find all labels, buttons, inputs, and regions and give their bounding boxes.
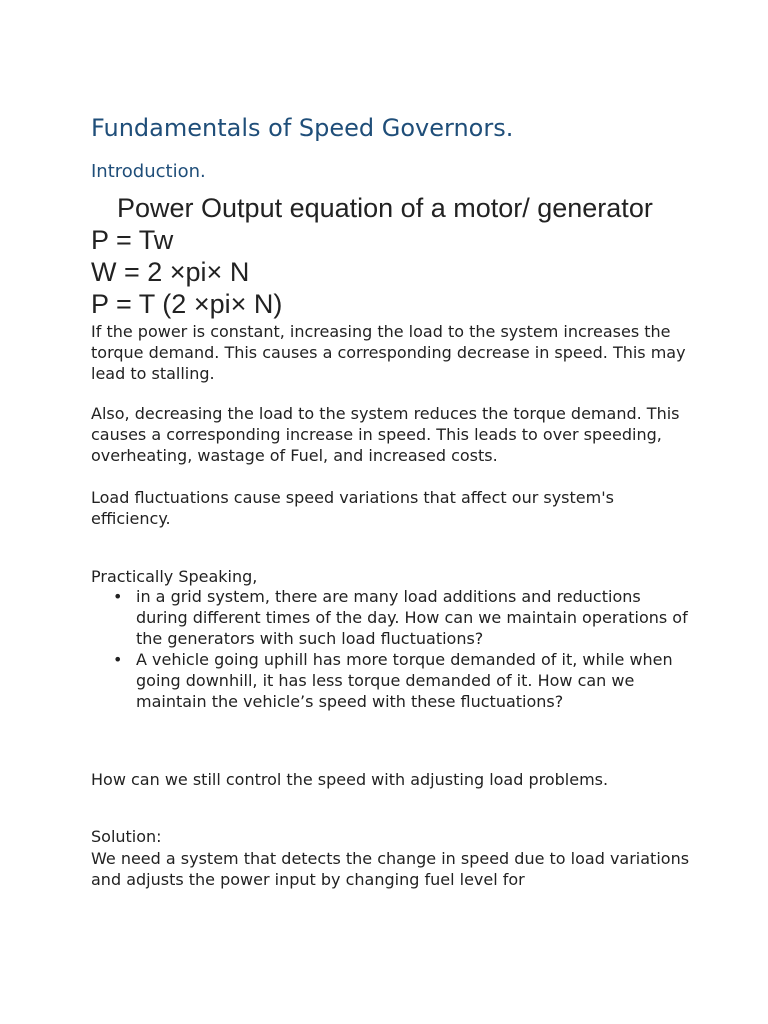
paragraph: If the power is constant, increasing the load to the system increases the torque demand. This causes a corresponding decrease in speed. This may lead to stalling. [91,322,686,383]
bullet-text: in a grid system, there are many load additions and reductions during different times of the day. How can we maintain operations of the generators with such load fluctuations? [136,587,688,648]
equation-line: P = T (2 ×pi× N) [91,289,283,319]
bullet-icon: • [113,650,123,669]
section-heading-introduction: Introduction. [91,161,206,182]
bullet-item [91,586,691,649]
solution-text: We need a system that detects the change in speed due to load variations and adjusts the power input by changing fuel level for [91,849,690,889]
document-title: Fundamentals of Speed Governors. [91,114,514,142]
paragraph: Load fluctuations cause speed variations that affect our system's efficiency. [91,488,614,528]
solution-label: Solution: [91,827,162,846]
equation-line: W = 2 ×pi× N [91,257,250,287]
equation-block [91,192,653,320]
equation-heading: Power Output equation of a motor/ generator [117,193,653,223]
bullet-text: A vehicle going uphill has more torque demanded of it, while when going downhill, it has less torque demanded of it. How can we maintain the vehicle’s speed with these fluctuations? [136,650,673,711]
equation-line: P = Tw [91,225,174,255]
bullet-icon: • [113,587,123,606]
bullet-list [91,586,691,712]
paragraph-lead-in: Practically Speaking, [91,567,258,586]
bullet-item [91,649,691,712]
question-text: How can we still control the speed with adjusting load problems. [91,770,609,789]
paragraph: Also, decreasing the load to the system reduces the torque demand. This causes a corresponding increase in speed. This leads to over speeding, overheating, wastage of Fuel, and increased costs. [91,404,680,465]
